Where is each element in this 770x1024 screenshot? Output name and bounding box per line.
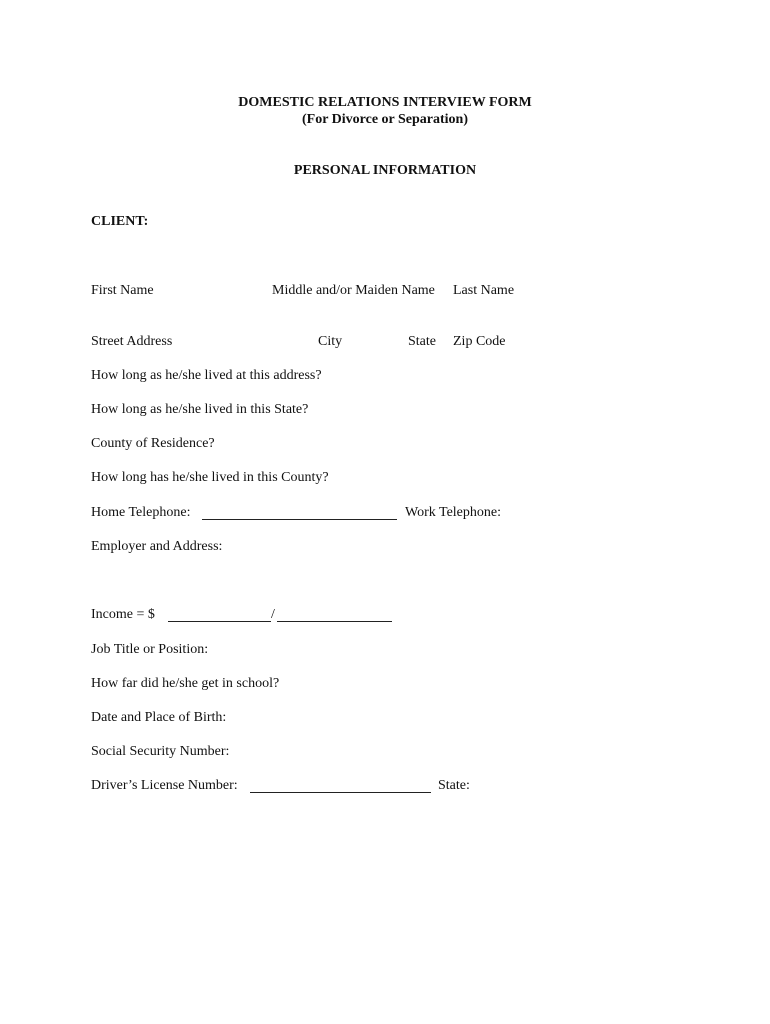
- street-address-label: Street Address: [91, 334, 173, 349]
- income-period-blank[interactable]: [277, 621, 392, 622]
- first-name-label: First Name: [91, 283, 154, 298]
- city-label: City: [318, 334, 343, 349]
- ssn-label: Social Security Number:: [91, 744, 230, 759]
- income-label: Income = $: [91, 607, 155, 622]
- county-duration-question: How long has he/she lived in this County?: [91, 470, 329, 485]
- home-telephone-blank[interactable]: [202, 519, 397, 520]
- income-amount-blank[interactable]: [168, 621, 271, 622]
- birth-label: Date and Place of Birth:: [91, 710, 227, 725]
- job-title-label: Job Title or Position:: [91, 642, 209, 657]
- client-label: CLIENT:: [91, 214, 149, 229]
- drivers-license-label: Driver’s License Number:: [91, 778, 238, 793]
- zip-code-label: Zip Code: [453, 334, 506, 349]
- last-name-label: Last Name: [453, 283, 515, 298]
- middle-name-label: Middle and/or Maiden Name: [272, 283, 435, 298]
- employer-address-label: Employer and Address:: [91, 539, 223, 554]
- county-question: County of Residence?: [91, 436, 215, 451]
- section-title: PERSONAL INFORMATION: [293, 163, 477, 178]
- school-question: How far did he/she get in school?: [91, 676, 280, 691]
- state-label: State: [408, 334, 436, 349]
- work-telephone-label: Work Telephone:: [405, 505, 501, 520]
- license-state-label: State:: [438, 778, 470, 793]
- state-duration-question: How long as he/she lived in this State?: [91, 402, 309, 417]
- form-subtitle: (For Divorce or Separation): [301, 112, 469, 127]
- income-separator: /: [271, 607, 275, 622]
- home-telephone-label: Home Telephone:: [91, 505, 191, 520]
- form-title: DOMESTIC RELATIONS INTERVIEW FORM: [238, 95, 532, 110]
- drivers-license-blank[interactable]: [250, 792, 431, 793]
- address-duration-question: How long as he/she lived at this address?: [91, 368, 322, 383]
